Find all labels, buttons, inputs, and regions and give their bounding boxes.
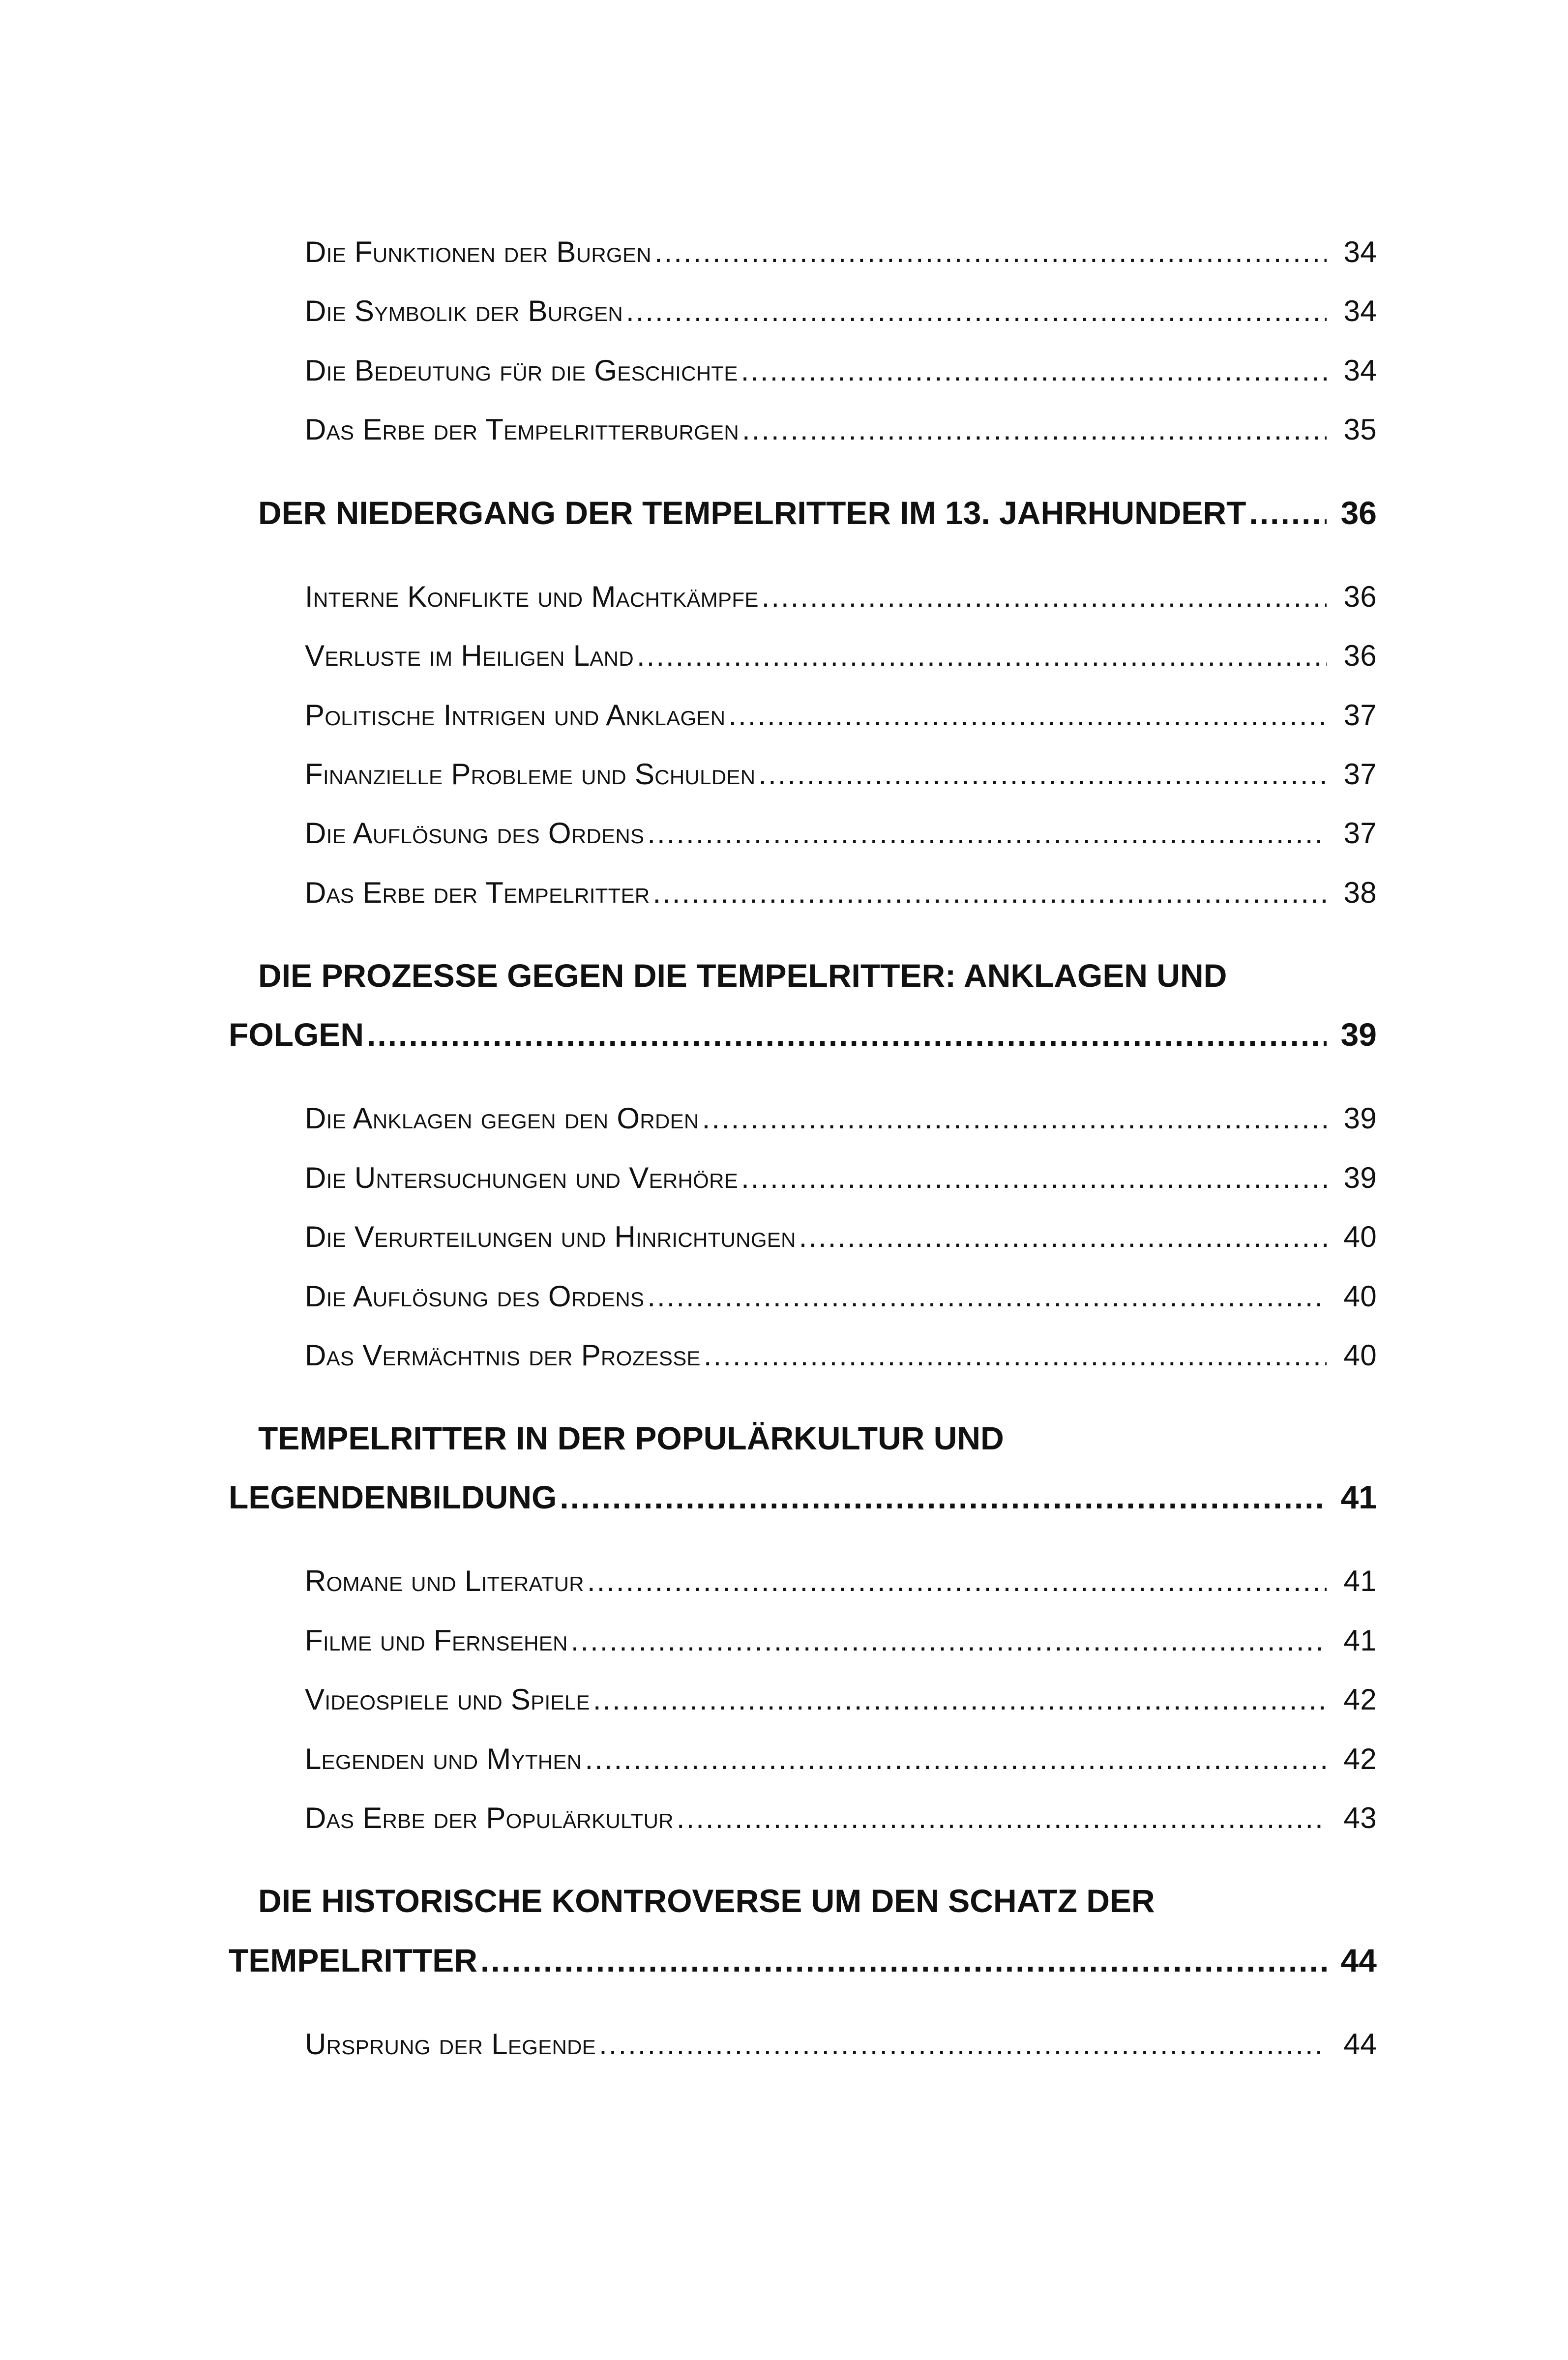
toc-entry-page: 41 [1340,1479,1377,1515]
dot-leader [560,1478,1327,1516]
toc-entry-title: Filme und Fernsehen [305,1624,568,1657]
toc-chapter-title-line[interactable] [258,1882,1377,1919]
toc-entry[interactable] [305,1801,1377,1835]
toc-entry-title: Das Erbe der Tempelritterburgen [305,413,740,446]
dot-leader [647,816,1327,850]
dot-leader [626,294,1327,328]
toc-entry[interactable] [305,294,1377,328]
toc-entry-title: Romane und Literatur [305,1564,584,1597]
dot-leader [702,1101,1327,1135]
toc-chapter-title-line[interactable] [258,1419,1377,1457]
toc-entry-page: 43 [1343,1801,1377,1834]
toc-entry-page: 40 [1343,1280,1377,1313]
toc-entry-title: Die Symbolik der Burgen [305,295,623,327]
toc-chapter-entry[interactable] [229,1016,1377,1053]
toc-entry-page: 37 [1343,817,1377,850]
toc-entry-page: 34 [1343,295,1377,327]
toc-entry[interactable] [305,816,1377,850]
dot-leader [758,757,1327,791]
dot-leader [599,2027,1327,2061]
dot-leader [1249,494,1327,531]
toc-entry-page: 40 [1343,1339,1377,1372]
toc-entry-page: 39 [1343,1161,1377,1194]
toc-entry-page: 40 [1343,1220,1377,1253]
toc-entry[interactable] [305,1101,1377,1135]
toc-entry-title: Politische Intrigen und Anklagen [305,699,726,732]
toc-entry-page: 42 [1343,1683,1377,1716]
dot-leader [741,354,1327,387]
toc-entry-page: 42 [1343,1742,1377,1775]
toc-entry-page: 35 [1343,413,1377,446]
toc-entry-title: Videospiele und Spiele [305,1683,590,1716]
toc-entry-page: 34 [1343,354,1377,387]
toc-chapter-title: DIE PROZESSE GEGEN DIE TEMPELRITTER: ANKLAGEN UND [258,957,1227,994]
toc-entry[interactable] [305,413,1377,446]
dot-leader [367,1016,1327,1053]
dot-leader [741,1161,1327,1195]
toc-entry-title: Ursprung der Legende [305,2028,596,2061]
dot-leader [593,1682,1327,1716]
dot-leader [704,1338,1327,1372]
toc-entry-title: Die Auflösung des Ordens [305,817,645,850]
toc-entry[interactable] [305,757,1377,791]
toc-entry-title: Die Anklagen gegen den Orden [305,1102,699,1135]
toc-chapter-title: TEMPELRITTER IN DER POPULÄRKULTUR UND [258,1420,1004,1456]
toc-entry-title: Das Erbe der Populärkultur [305,1801,674,1834]
toc-entry[interactable] [305,698,1377,732]
toc-entry[interactable] [305,354,1377,387]
toc-chapter-entry[interactable] [258,494,1377,531]
toc-entry-title: Legenden und Mythen [305,1742,582,1775]
toc-entry-page: 36 [1343,580,1377,613]
toc-entry-title: Die Verurteilungen und Hinrichtungen [305,1220,796,1253]
toc-entry[interactable] [305,1279,1377,1313]
toc-entry-page: 36 [1343,639,1377,672]
dot-leader [571,1623,1327,1657]
toc-entry[interactable] [305,1623,1377,1657]
toc-chapter-title: DIE HISTORISCHE KONTROVERSE UM DEN SCHATZ DER [258,1883,1155,1919]
toc-entry-page: 37 [1343,699,1377,732]
toc-entry[interactable] [305,1220,1377,1254]
dot-leader [587,1564,1327,1598]
toc-chapter-title-continued: FOLGEN [229,1016,364,1053]
toc-entry[interactable] [305,1338,1377,1372]
dot-leader [677,1801,1327,1835]
dot-leader [480,1942,1327,1979]
toc-chapter-entry[interactable] [229,1942,1377,1979]
toc-entry-title: Das Erbe der Tempelritter [305,876,650,909]
toc-entry-title: Die Untersuchungen und Verhöre [305,1161,739,1194]
toc-entry[interactable] [305,235,1377,269]
toc-entry-title: Das Vermächtnis der Prozesse [305,1339,701,1372]
toc-entry-title: Verluste im Heiligen Land [305,639,634,672]
toc-entry[interactable] [305,580,1377,614]
toc-entry-page: 38 [1343,876,1377,909]
dot-leader [647,1279,1327,1313]
toc-entry-title: Interne Konflikte und Machtkämpfe [305,580,759,613]
toc-entry-page: 39 [1343,1102,1377,1135]
toc-chapter-title-line[interactable] [258,957,1377,994]
toc-entry[interactable] [305,1564,1377,1598]
toc-entry[interactable] [305,1742,1377,1776]
toc-entry-page: 44 [1343,2028,1377,2061]
toc-entry-page: 44 [1340,1942,1377,1978]
dot-leader [654,235,1327,269]
toc-entry-page: 39 [1340,1016,1377,1053]
toc-chapter-title: DER NIEDERGANG DER TEMPELRITTER IM 13. JAHRHUNDERT [258,495,1246,531]
toc-entry[interactable] [305,876,1377,910]
dot-leader [637,639,1327,673]
toc-entry[interactable] [305,639,1377,673]
dot-leader [799,1220,1327,1254]
toc-entry-page: 41 [1343,1564,1377,1597]
toc-entry[interactable] [305,2027,1377,2061]
toc-entry-page: 41 [1343,1624,1377,1657]
toc-entry-title: Die Bedeutung für die Geschichte [305,354,738,387]
toc-entry-title: Die Funktionen der Burgen [305,236,651,268]
toc-entry-title: Die Auflösung des Ordens [305,1280,645,1313]
dot-leader [742,413,1327,446]
toc-chapter-title-continued: TEMPELRITTER [229,1942,477,1978]
toc-entry-title: Finanzielle Probleme und Schulden [305,758,756,791]
dot-leader [585,1742,1327,1776]
toc-entry[interactable] [305,1161,1377,1195]
dot-leader [762,580,1327,614]
dot-leader [653,876,1327,910]
toc-entry-page: 34 [1343,236,1377,268]
dot-leader [728,698,1327,732]
toc-chapter-entry[interactable] [229,1478,1377,1516]
toc-entry[interactable] [305,1682,1377,1716]
toc-chapter-title-continued: LEGENDENBILDUNG [229,1479,557,1515]
toc-entry-page: 37 [1343,758,1377,791]
toc-entry-page: 36 [1340,495,1377,531]
